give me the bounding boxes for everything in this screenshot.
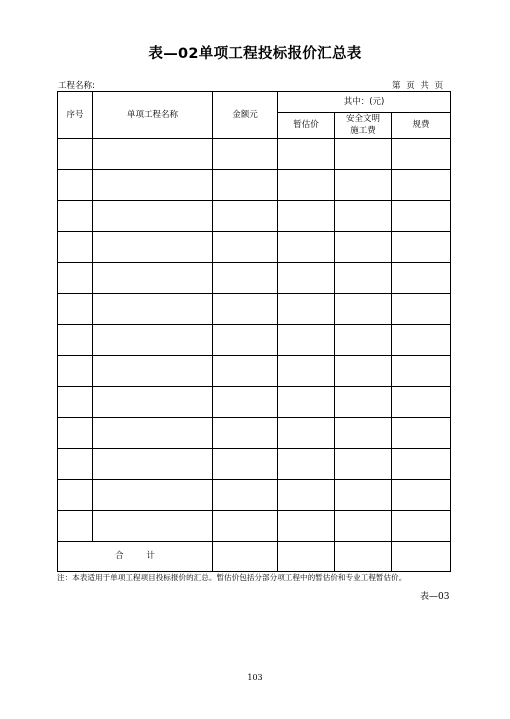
cell-amount[interactable] [213,511,278,542]
cell-provisional[interactable] [278,387,335,418]
cell-fees[interactable] [392,232,451,263]
cell-seq[interactable] [58,387,93,418]
cell-seq[interactable] [58,263,93,294]
header-provisional: 暂估价 [278,113,335,139]
cell-amount[interactable] [213,418,278,449]
document-title: 表—02单项工程投标报价汇总表 [148,46,362,62]
cell-safety-fee[interactable] [335,480,392,511]
cell-amount[interactable] [213,387,278,418]
cell-provisional[interactable] [278,356,335,387]
cell-item-name[interactable] [93,325,213,356]
cell-fees[interactable] [392,294,451,325]
cell-item-name[interactable] [93,387,213,418]
header-among-group: 其中：(元) [278,92,451,113]
total-fees-cell[interactable] [392,542,451,572]
cell-amount[interactable] [213,449,278,480]
cell-item-name[interactable] [93,232,213,263]
footnote: 注：本表适用于单项工程项目投标报价的汇总。暂估价包括分部分项工程中的暂估价和专业工程暂估价。 [57,573,407,582]
cell-fees[interactable] [392,263,451,294]
summary-table [57,91,451,572]
cell-fees[interactable] [392,325,451,356]
cell-seq[interactable] [58,449,93,480]
table-row [58,201,451,232]
cell-fees[interactable] [392,356,451,387]
header-item-name: 单项工程名称 [93,92,213,139]
cell-fees[interactable] [392,387,451,418]
cell-fees[interactable] [392,449,451,480]
cell-safety-fee[interactable] [335,325,392,356]
table-row [58,387,451,418]
cell-amount[interactable] [213,232,278,263]
cell-provisional[interactable] [278,170,335,201]
cell-provisional[interactable] [278,511,335,542]
table-row [58,356,451,387]
cell-provisional[interactable] [278,232,335,263]
cell-amount[interactable] [213,139,278,170]
cell-fees[interactable] [392,480,451,511]
header-safety-line1: 安全文明 [345,114,380,125]
cell-safety-fee[interactable] [335,356,392,387]
cell-amount[interactable] [213,325,278,356]
total-row [58,542,451,572]
table-row [58,170,451,201]
table-row [58,325,451,356]
cell-fees[interactable] [392,201,451,232]
cell-amount[interactable] [213,170,278,201]
cell-seq[interactable] [58,170,93,201]
cell-seq[interactable] [58,511,93,542]
cell-safety-fee[interactable] [335,139,392,170]
cell-seq[interactable] [58,356,93,387]
cell-provisional[interactable] [278,449,335,480]
cell-amount[interactable] [213,356,278,387]
total-amount-cell[interactable] [213,542,278,572]
table-code: 表—03 [420,592,450,602]
cell-seq[interactable] [58,325,93,356]
cell-amount[interactable] [213,480,278,511]
cell-item-name[interactable] [93,449,213,480]
total-provisional-cell[interactable] [278,542,335,572]
table-row [58,263,451,294]
project-name-label: 工程名称: [58,81,95,91]
cell-provisional[interactable] [278,294,335,325]
cell-fees[interactable] [392,511,451,542]
header-safety-fee [335,113,392,139]
cell-provisional[interactable] [278,263,335,294]
cell-seq[interactable] [58,232,93,263]
cell-seq[interactable] [58,201,93,232]
page-info: 第 页 共 页 [392,81,444,91]
cell-item-name[interactable] [93,170,213,201]
cell-provisional[interactable] [278,480,335,511]
cell-safety-fee[interactable] [335,511,392,542]
cell-item-name[interactable] [93,511,213,542]
cell-safety-fee[interactable] [335,294,392,325]
total-label: 合 计 [58,542,213,572]
cell-safety-fee[interactable] [335,449,392,480]
cell-seq[interactable] [58,294,93,325]
table-row [58,480,451,511]
cell-amount[interactable] [213,294,278,325]
cell-seq[interactable] [58,418,93,449]
cell-safety-fee[interactable] [335,201,392,232]
cell-fees[interactable] [392,418,451,449]
cell-provisional[interactable] [278,139,335,170]
table-row [58,232,451,263]
cell-provisional[interactable] [278,418,335,449]
cell-safety-fee[interactable] [335,418,392,449]
cell-item-name[interactable] [93,480,213,511]
total-safety-fee-cell[interactable] [335,542,392,572]
cell-fees[interactable] [392,170,451,201]
cell-item-name[interactable] [93,294,213,325]
cell-item-name[interactable] [93,139,213,170]
table-row [58,418,451,449]
cell-safety-fee[interactable] [335,387,392,418]
cell-seq[interactable] [58,480,93,511]
cell-amount[interactable] [213,201,278,232]
header-seq: 序号 [58,92,93,139]
table-row [58,511,451,542]
table-row [58,294,451,325]
cell-seq[interactable] [58,139,93,170]
cell-amount[interactable] [213,263,278,294]
table-row [58,139,451,170]
cell-fees[interactable] [392,139,451,170]
page-number: 103 [247,673,263,682]
cell-safety-fee[interactable] [335,232,392,263]
header-fees: 规费 [392,113,451,139]
cell-safety-fee[interactable] [335,263,392,294]
cell-provisional[interactable] [278,201,335,232]
cell-item-name[interactable] [93,356,213,387]
header-amount: 金额元 [213,92,278,139]
cell-item-name[interactable] [93,201,213,232]
header-safety-line2: 施工费 [350,125,376,136]
cell-item-name[interactable] [93,418,213,449]
table-row [58,449,451,480]
cell-provisional[interactable] [278,325,335,356]
cell-safety-fee[interactable] [335,170,392,201]
cell-item-name[interactable] [93,263,213,294]
